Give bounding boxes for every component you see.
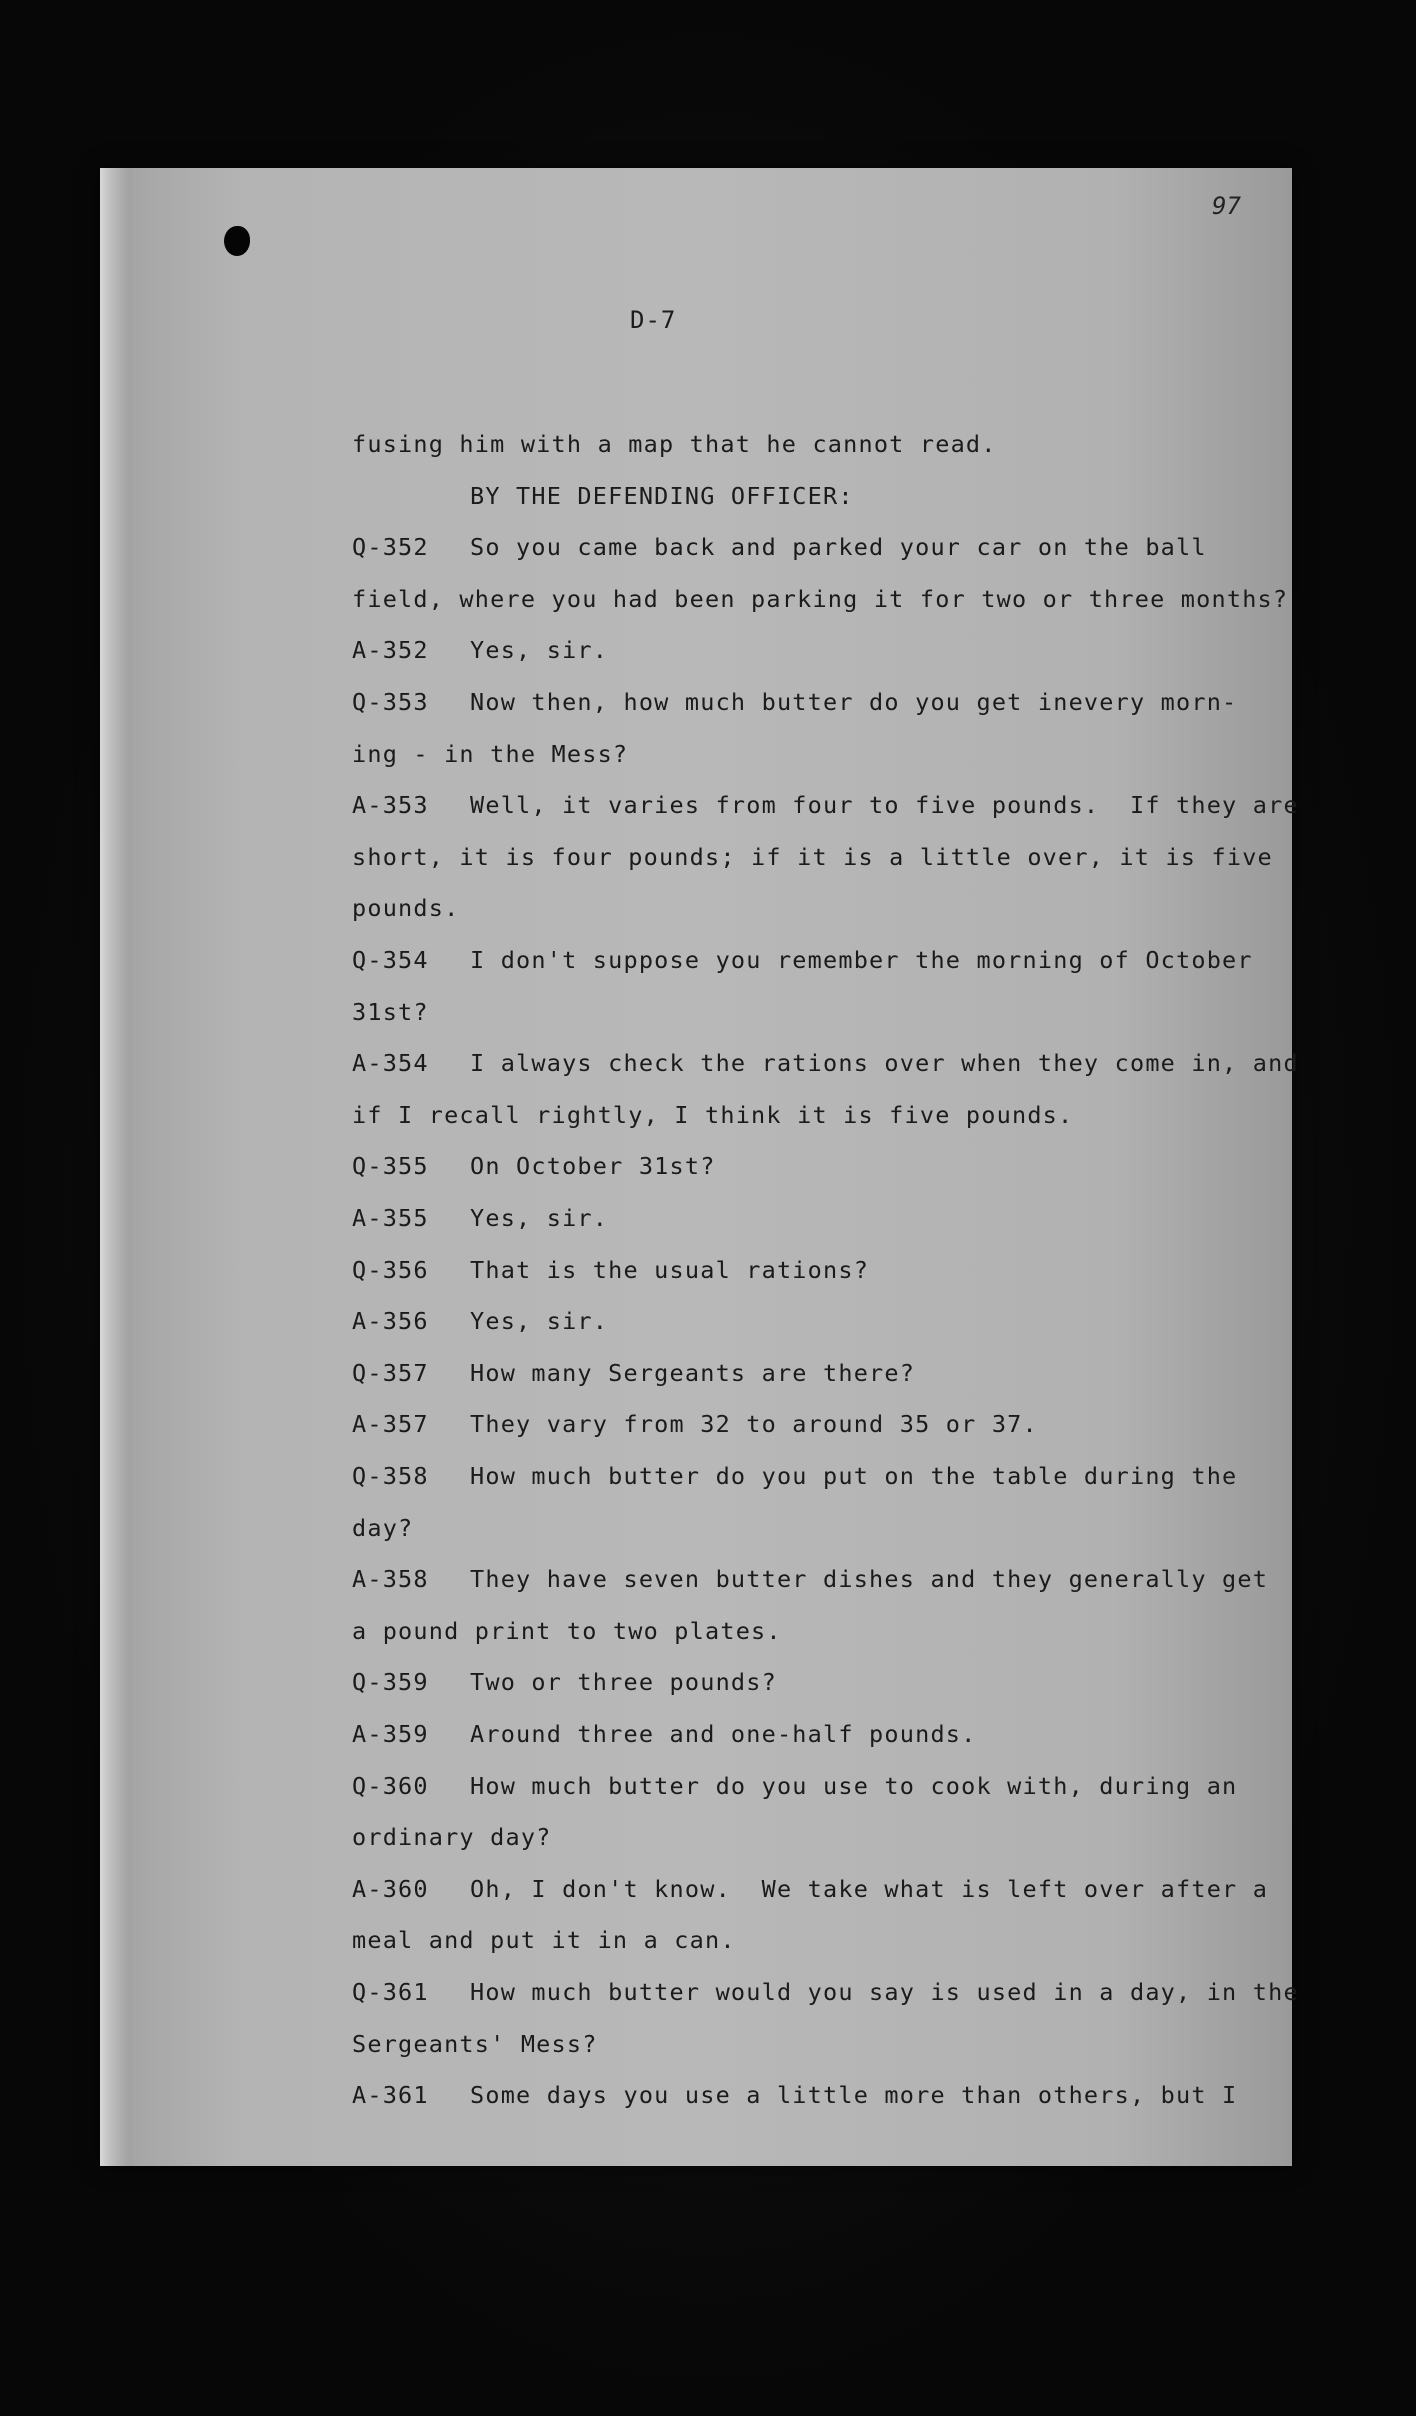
transcript-line bbox=[352, 740, 628, 768]
transcript-line bbox=[352, 843, 1273, 871]
entry-label: A-357 bbox=[352, 1410, 429, 1439]
transcript-entry bbox=[352, 1152, 716, 1180]
entry-label: A-361 bbox=[352, 2081, 429, 2110]
transcript-entry bbox=[352, 1359, 915, 1387]
transcript-entry bbox=[352, 1410, 1038, 1438]
entry-text: short, it is four pounds; if it is a little over, it is five bbox=[352, 842, 1273, 871]
entry-text: Yes, sir. bbox=[470, 636, 609, 665]
transcript-entry bbox=[352, 1256, 869, 1284]
transcript-entry bbox=[352, 533, 1207, 561]
transcript-line bbox=[352, 894, 459, 922]
entry-text: How much butter do you use to cook with, during an bbox=[470, 1771, 1238, 1800]
transcript-line bbox=[352, 430, 997, 458]
entry-text: ing - in the Mess? bbox=[352, 739, 629, 768]
transcript-entry bbox=[352, 1668, 777, 1696]
entry-text: Well, it varies from four to five pounds. If they are bbox=[470, 791, 1299, 820]
transcript-entry bbox=[352, 1204, 608, 1232]
entry-label: Q-361 bbox=[352, 1978, 429, 2006]
entry-text: meal and put it in a can. bbox=[352, 1926, 736, 1955]
entry-label: A-353 bbox=[352, 791, 429, 820]
page-code: D-7 bbox=[630, 306, 677, 334]
entry-text: How much butter would you say is used in a day, in the bbox=[470, 1978, 1299, 2006]
entry-text: I always check the rations over when they come in, and bbox=[470, 1049, 1299, 1078]
transcript-line bbox=[352, 1617, 782, 1645]
transcript-entry bbox=[352, 791, 1299, 819]
page-number: 97 bbox=[1212, 192, 1241, 220]
transcript-entry bbox=[352, 1462, 1237, 1490]
entry-label: Q-359 bbox=[352, 1668, 429, 1697]
entry-label: A-356 bbox=[352, 1307, 429, 1336]
entry-text: ordinary day? bbox=[352, 1823, 552, 1852]
entry-text: Two or three pounds? bbox=[470, 1668, 777, 1697]
entry-text: That is the usual rations? bbox=[470, 1255, 870, 1284]
entry-label: Q-357 bbox=[352, 1358, 429, 1387]
transcript-line bbox=[352, 2030, 598, 2058]
transcript-entry bbox=[352, 636, 608, 664]
transcript-entry bbox=[352, 1978, 1299, 2006]
entry-label: Q-358 bbox=[352, 1462, 429, 1490]
entry-text: Around three and one-half pounds. bbox=[470, 1720, 977, 1748]
entry-text: On October 31st? bbox=[470, 1152, 716, 1181]
entry-text: Yes, sir. bbox=[470, 1307, 609, 1336]
entry-label: A-354 bbox=[352, 1049, 429, 1078]
entry-text: Some days you use a little more than others, but I bbox=[470, 2081, 1238, 2110]
entry-label: A-360 bbox=[352, 1874, 429, 1903]
entry-label: A-358 bbox=[352, 1565, 429, 1594]
entry-text: Yes, sir. bbox=[470, 1204, 609, 1232]
entry-text: 31st? bbox=[352, 997, 429, 1026]
entry-label: Q-360 bbox=[352, 1771, 429, 1800]
transcript-entry bbox=[352, 1772, 1237, 1800]
entry-text: They have seven butter dishes and they generally get bbox=[470, 1565, 1269, 1594]
document-page bbox=[100, 168, 1299, 2166]
transcript-line bbox=[352, 1823, 552, 1851]
entry-text: a pound print to two plates. bbox=[352, 1616, 782, 1645]
entry-label: Q-353 bbox=[352, 688, 429, 716]
transcript-entry bbox=[352, 1049, 1299, 1077]
entry-text: How many Sergeants are there? bbox=[470, 1358, 916, 1387]
transcript-entry bbox=[352, 1565, 1268, 1593]
transcript-entry bbox=[352, 688, 1237, 716]
entry-label: Q-354 bbox=[352, 946, 429, 974]
transcript-line bbox=[470, 482, 854, 510]
transcript-entry bbox=[352, 946, 1253, 974]
transcript-line bbox=[352, 1514, 413, 1542]
entry-text: pounds. bbox=[352, 894, 460, 923]
entry-label: Q-356 bbox=[352, 1255, 429, 1284]
transcript-line bbox=[352, 1926, 736, 1954]
transcript-line bbox=[352, 1101, 1073, 1129]
entry-label: A-359 bbox=[352, 1720, 429, 1748]
entry-text: fusing him with a map that he cannot read. bbox=[352, 430, 997, 458]
entry-text: How much butter do you put on the table during the bbox=[470, 1462, 1238, 1490]
entry-label: A-352 bbox=[352, 636, 429, 665]
transcript-entry bbox=[352, 1875, 1268, 1903]
transcript-entry bbox=[352, 2081, 1237, 2109]
entry-text: if I recall rightly, I think it is five pounds. bbox=[352, 1100, 1074, 1129]
entry-label: Q-352 bbox=[352, 533, 429, 562]
entry-text: Sergeants' Mess? bbox=[352, 2029, 598, 2058]
punch-hole bbox=[224, 226, 250, 256]
entry-text: field, where you had been parking it for two or three months? bbox=[352, 584, 1289, 613]
entry-text: They vary from 32 to around 35 or 37. bbox=[470, 1410, 1038, 1439]
transcript-entry bbox=[352, 1307, 608, 1335]
entry-label: A-355 bbox=[352, 1204, 429, 1232]
entry-text: I don't suppose you remember the morning of October bbox=[470, 946, 1253, 974]
entry-text: day? bbox=[352, 1513, 414, 1542]
entry-text: BY THE DEFENDING OFFICER: bbox=[470, 481, 854, 510]
entry-text: So you came back and parked your car on the ball bbox=[470, 533, 1207, 562]
entry-text: Now then, how much butter do you get inevery morn- bbox=[470, 688, 1238, 716]
transcript-line bbox=[352, 585, 1288, 613]
entry-text: Oh, I don't know. We take what is left over after a bbox=[470, 1874, 1269, 1903]
transcript-line bbox=[352, 998, 429, 1026]
transcript-entry bbox=[352, 1720, 977, 1748]
entry-label: Q-355 bbox=[352, 1152, 429, 1181]
